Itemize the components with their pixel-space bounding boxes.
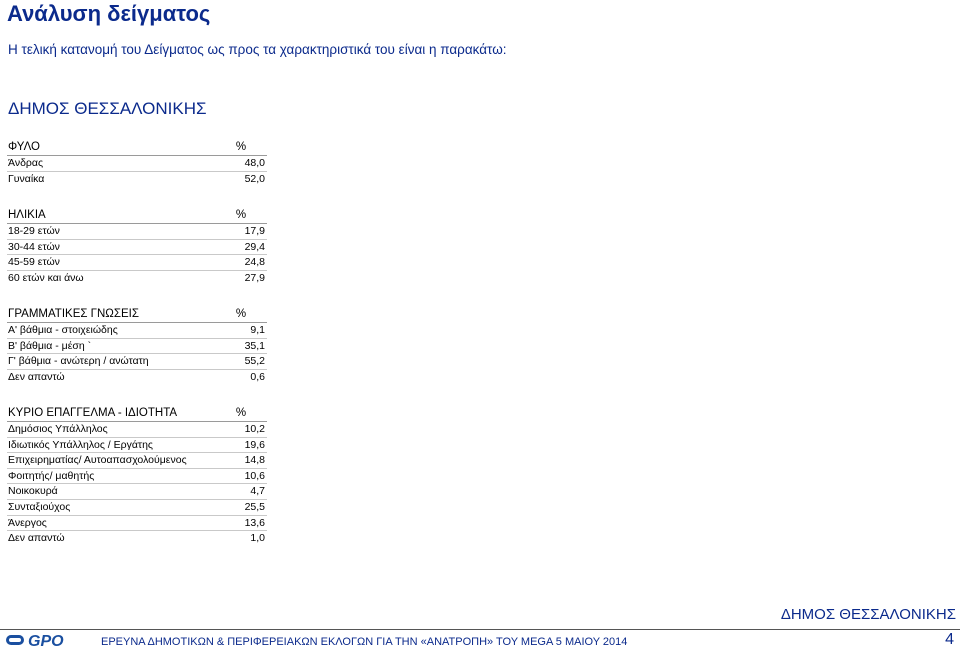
- gpo-logo: [6, 632, 92, 648]
- table-row: [7, 323, 267, 339]
- table-row: [7, 370, 267, 386]
- municipality-heading: ΔΗΜΟΣ ΘΕΣΣΑΛΟΝΙΚΗΣ: [8, 99, 207, 118]
- row-label: Β' βάθμια - μέση `: [8, 339, 92, 352]
- table-header-row: [7, 139, 267, 156]
- row-value: 10,2: [244, 423, 265, 435]
- row-label: Δεν απαντώ: [8, 532, 65, 545]
- table-header-unit: %: [235, 308, 247, 320]
- footer-region-name: ΘΕΣΣΑΛΟΝΙΚΗΣ: [839, 606, 956, 623]
- table-header-unit: %: [235, 407, 247, 419]
- row-value: 4,7: [250, 485, 265, 498]
- row-label: Δημόσιος Υπάλληλος: [8, 423, 108, 435]
- logo-text: GPO: [28, 633, 64, 648]
- table-row: [7, 438, 267, 454]
- row-label: Άνεργος: [8, 516, 47, 529]
- footer-divider: [0, 629, 960, 630]
- row-label: Φοιτητής/ μαθητής: [8, 469, 95, 482]
- row-label: Γυναίκα: [8, 172, 45, 185]
- row-value: 1,0: [250, 532, 265, 545]
- row-label: Γ' βάθμια - ανώτερη / ανώτατη: [8, 355, 149, 368]
- table-header-label: ΓΡΑΜΜΑΤΙΚΕΣ ΓΝΩΣΕΙΣ: [8, 308, 139, 320]
- table-row: [7, 469, 267, 485]
- table-row: [7, 453, 267, 469]
- table-row: [7, 240, 267, 256]
- age-table: [7, 207, 267, 286]
- row-label: Νοικοκυρά: [8, 485, 58, 498]
- table-row: [7, 422, 267, 438]
- row-value: 27,9: [244, 271, 265, 284]
- row-value: 9,1: [250, 324, 265, 336]
- table-header-row: [7, 306, 267, 323]
- page-subtitle: Η τελική κατανομή του Δείγματος ως προς τα χαρακτηριστικά του είναι η παρακάτω:: [8, 42, 507, 57]
- row-label: 45-59 ετών: [8, 256, 60, 269]
- table-row: [7, 354, 267, 370]
- occupation-table: [7, 405, 267, 547]
- row-value: 0,6: [250, 370, 265, 383]
- gender-table: [7, 139, 267, 187]
- table-row: [7, 484, 267, 500]
- page-title: Ανάλυση δείγματος: [7, 1, 211, 26]
- footer-survey-text: ΕΡΕΥΝΑ ΔΗΜΟΤΙΚΩΝ & ΠΕΡΙΦΕΡΕΙΑΚΩΝ ΕΚΛΟΓΩΝ ΓΙΑ ΤΗΝ «ΑΝΑΤΡΟΠΗ» ΤΟΥ MEGA 5 ΜΑΙΟΥ 2014: [101, 636, 628, 648]
- row-value: 55,2: [244, 355, 265, 368]
- row-value: 13,6: [244, 516, 265, 529]
- table-row: [7, 255, 267, 271]
- page-number: 4: [945, 631, 954, 648]
- row-label: Επιχειρηματίας/ Αυτοαπασχολούμενος: [8, 454, 187, 467]
- row-label: 30-44 ετών: [8, 240, 60, 253]
- education-table: [7, 306, 267, 385]
- table-header-label: ΗΛΙΚΙΑ: [8, 209, 46, 221]
- row-value: 19,6: [244, 438, 265, 451]
- table-header-unit: %: [235, 141, 247, 153]
- row-value: 52,0: [244, 172, 265, 185]
- table-header-label: ΦΥΛΟ: [8, 141, 41, 153]
- table-header-row: [7, 207, 267, 224]
- row-value: 48,0: [244, 157, 265, 169]
- row-label: Δεν απαντώ: [8, 370, 65, 383]
- table-row: [7, 271, 267, 287]
- row-label: Άνδρας: [8, 157, 44, 169]
- table-header-unit: %: [235, 209, 247, 221]
- table-row: [7, 339, 267, 355]
- row-label: Α' βάθμια - στοιχειώδης: [8, 324, 118, 336]
- row-value: 35,1: [244, 339, 265, 352]
- table-row: [7, 224, 267, 240]
- table-row: [7, 500, 267, 516]
- row-value: 24,8: [244, 256, 265, 269]
- row-label: 60 ετών και άνω: [8, 271, 84, 284]
- row-label: Συνταξιούχος: [8, 500, 71, 513]
- table-row: [7, 531, 267, 547]
- table-header-row: [7, 405, 267, 422]
- row-value: 14,8: [244, 454, 265, 467]
- row-value: 29,4: [244, 240, 265, 253]
- table-header-label: ΚΥΡΙΟ ΕΠΑΓΓΕΛΜΑ - ΙΔΙΟΤΗΤΑ: [8, 407, 178, 419]
- row-value: 17,9: [244, 225, 265, 237]
- table-row: [7, 172, 267, 188]
- table-row: [7, 156, 267, 172]
- row-value: 25,5: [244, 500, 265, 513]
- row-value: 10,6: [244, 469, 265, 482]
- row-label: Ιδιωτικός Υπάλληλος / Εργάτης: [8, 438, 153, 451]
- footer-region-prefix: ΔΗΜΟΣ: [780, 606, 840, 623]
- footer-region: [781, 606, 956, 623]
- row-label: 18-29 ετών: [8, 225, 60, 237]
- table-row: [7, 516, 267, 532]
